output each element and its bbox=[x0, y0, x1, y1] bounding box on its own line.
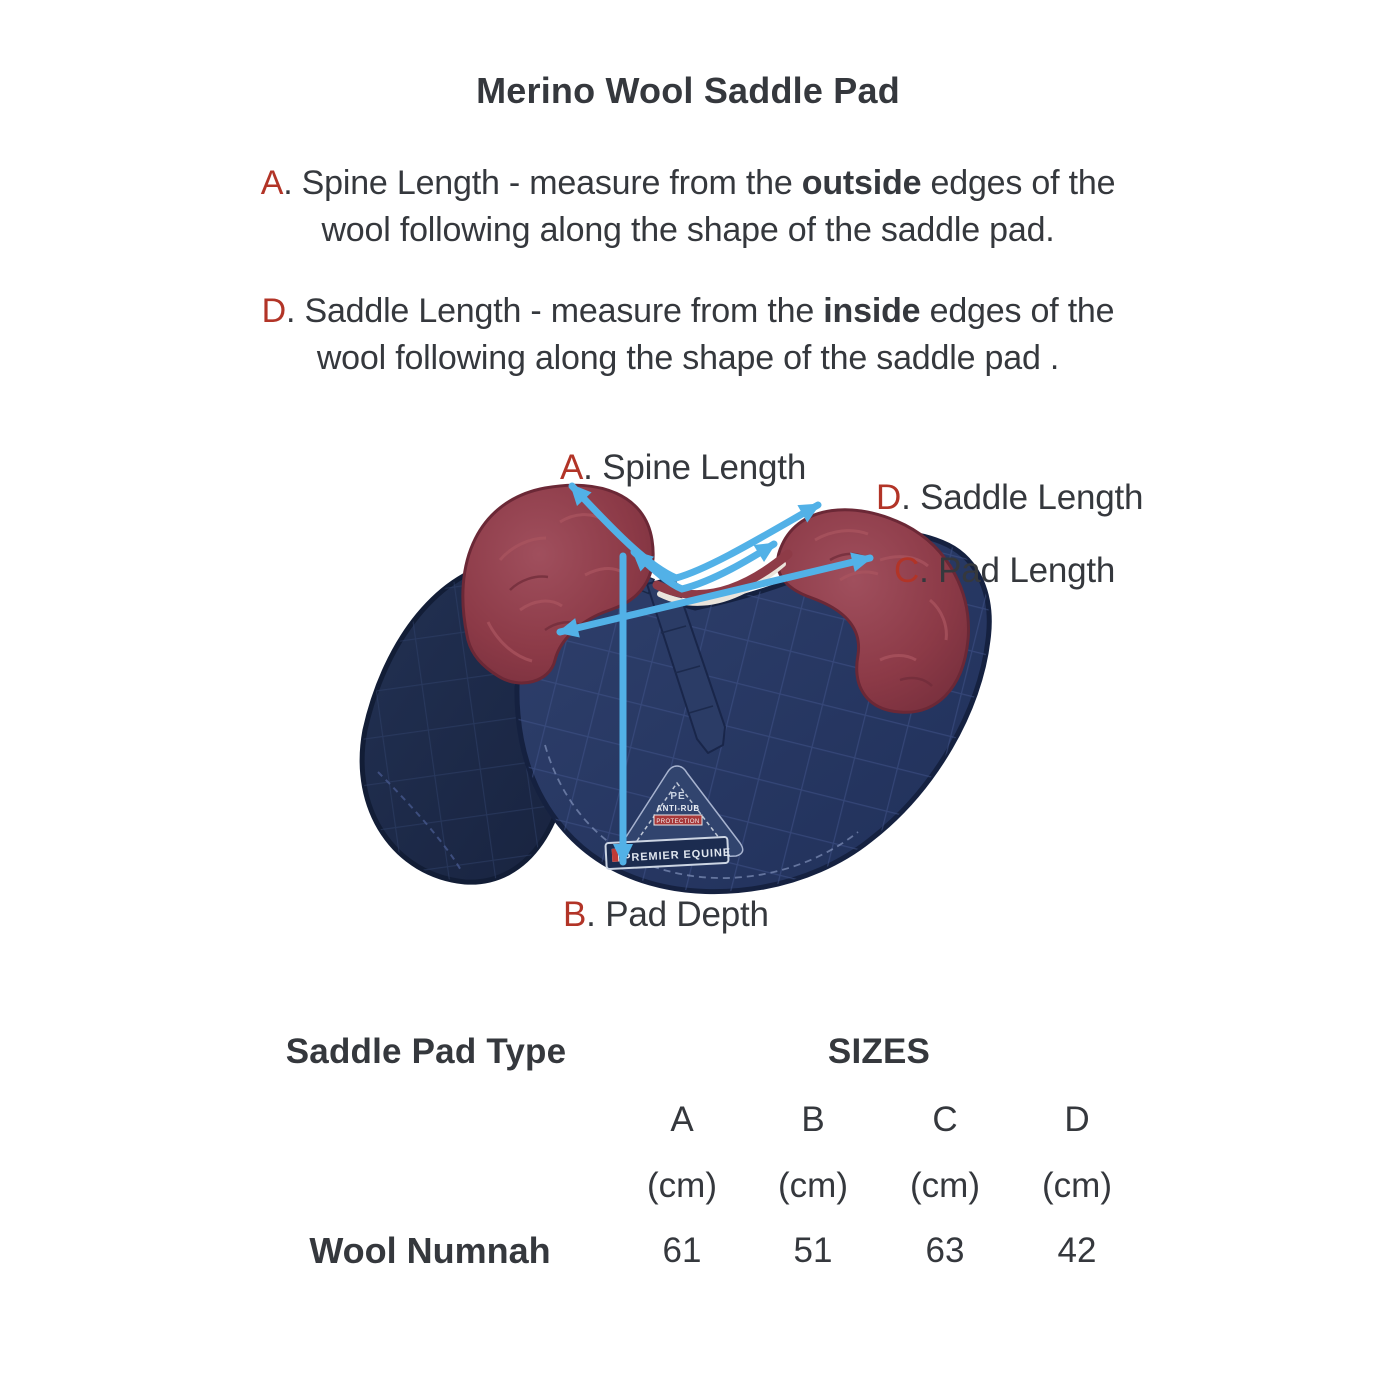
instruction-line: D. Saddle Length - measure from the inside edges of the bbox=[261, 292, 1115, 330]
instruction-letter-a: A bbox=[260, 164, 284, 202]
instruction-spine-length bbox=[0, 160, 1376, 254]
label-pad-depth: B. Pad Depth bbox=[563, 895, 769, 934]
unit-cell: (cm) bbox=[647, 1166, 717, 1205]
value-c: 63 bbox=[925, 1231, 965, 1270]
brand-name: PREMIER EQUINE bbox=[622, 846, 732, 865]
label-saddle-length: D. Saddle Length bbox=[876, 478, 1144, 517]
value-d: 42 bbox=[1057, 1231, 1097, 1270]
column-header-b: B bbox=[801, 1100, 825, 1139]
column-header-c: C bbox=[932, 1100, 958, 1139]
value-a: 61 bbox=[662, 1231, 702, 1270]
unit-cell: (cm) bbox=[1042, 1166, 1112, 1205]
table-row-name: Wool Numnah bbox=[309, 1230, 551, 1271]
column-header-a: A bbox=[670, 1100, 694, 1139]
table-sizes-header: SIZES bbox=[827, 1032, 931, 1071]
unit-cell: (cm) bbox=[910, 1166, 980, 1205]
protection-text: PROTECTION bbox=[656, 819, 700, 825]
instruction-saddle-length bbox=[0, 288, 1376, 382]
pe-logo: PE bbox=[670, 791, 686, 802]
anti-rub-text: ANTI-RUB bbox=[656, 804, 700, 813]
instruction-line: A. Spine Length - measure from the outside edges of the bbox=[260, 164, 1116, 202]
column-header-d: D bbox=[1064, 1100, 1090, 1139]
label-pad-length: C. Pad Length bbox=[894, 551, 1116, 590]
instruction-line: wool following along the shape of the saddle pad . bbox=[316, 339, 1060, 377]
table-type-header: Saddle Pad Type bbox=[285, 1032, 567, 1071]
value-b: 51 bbox=[793, 1231, 833, 1270]
label-spine-length: A. Spine Length bbox=[560, 448, 807, 487]
instruction-letter-d: D bbox=[261, 292, 286, 330]
page-title: Merino Wool Saddle Pad bbox=[476, 70, 900, 111]
unit-cell: (cm) bbox=[778, 1166, 848, 1205]
instruction-line: wool following along the shape of the saddle pad. bbox=[321, 211, 1055, 249]
